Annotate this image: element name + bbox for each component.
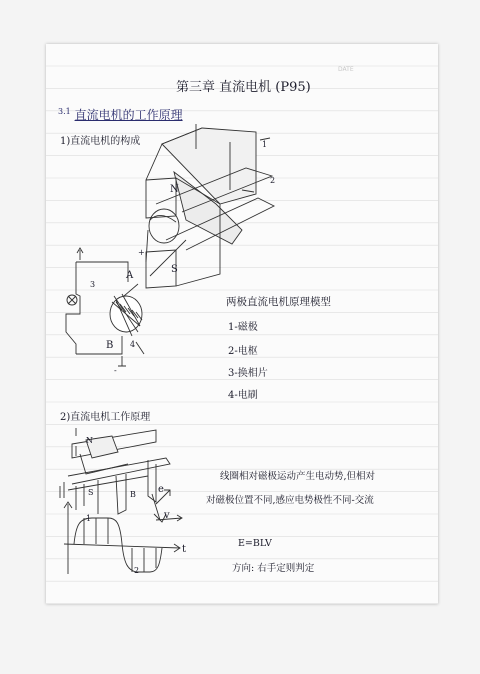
emf-formula: E=BLV (238, 538, 272, 549)
direction-rule: 方向: 右手定则判定 (232, 563, 315, 574)
principle-diagram (46, 44, 438, 604)
label-t: t (182, 544, 187, 555)
label-b-2: B (130, 490, 136, 499)
legend-item-2: 2-电枢 (228, 346, 258, 357)
subsection-principle: 2)直流电机工作原理 (60, 412, 151, 423)
legend-item-4: 4-电刷 (228, 390, 258, 401)
chapter-title: 第三章 直流电机 (P95) (176, 80, 311, 95)
legend-item-1: 1-磁极 (228, 322, 258, 333)
explanation-line-2: 对磁极位置不同,感应电势极性不同-交流 (206, 495, 374, 506)
label-2: 2 (270, 176, 276, 185)
label-curve-1: 1 (86, 514, 92, 523)
label-plus: + (138, 248, 145, 257)
subsection-structure: 1)直流电机的构成 (60, 136, 141, 147)
label-v: v (164, 510, 170, 521)
label-4: 4 (130, 340, 136, 349)
label-a: A (126, 270, 134, 281)
explanation-line-1: 线圈相对磁极运动产生电动势,但相对 (220, 471, 376, 482)
label-s-2: S (88, 488, 94, 497)
label-curve-2: 2 (134, 566, 140, 575)
section-title: 直流电机的工作原理 (74, 108, 183, 122)
section-number: 3.1 (58, 107, 71, 116)
label-3: 3 (90, 280, 96, 289)
label-n: N (170, 184, 179, 195)
header-mark: DATE (338, 66, 354, 73)
label-e: e (158, 484, 164, 495)
label-b: B (106, 340, 114, 351)
legend-item-3: 3-换相片 (228, 368, 268, 379)
model-title: 两极直流电机原理模型 (226, 296, 331, 308)
notebook-page (46, 44, 438, 604)
label-s: S (171, 264, 178, 275)
label-n-2: N (86, 436, 93, 445)
label-minus: - (114, 366, 117, 375)
label-1: 1 (262, 140, 268, 149)
